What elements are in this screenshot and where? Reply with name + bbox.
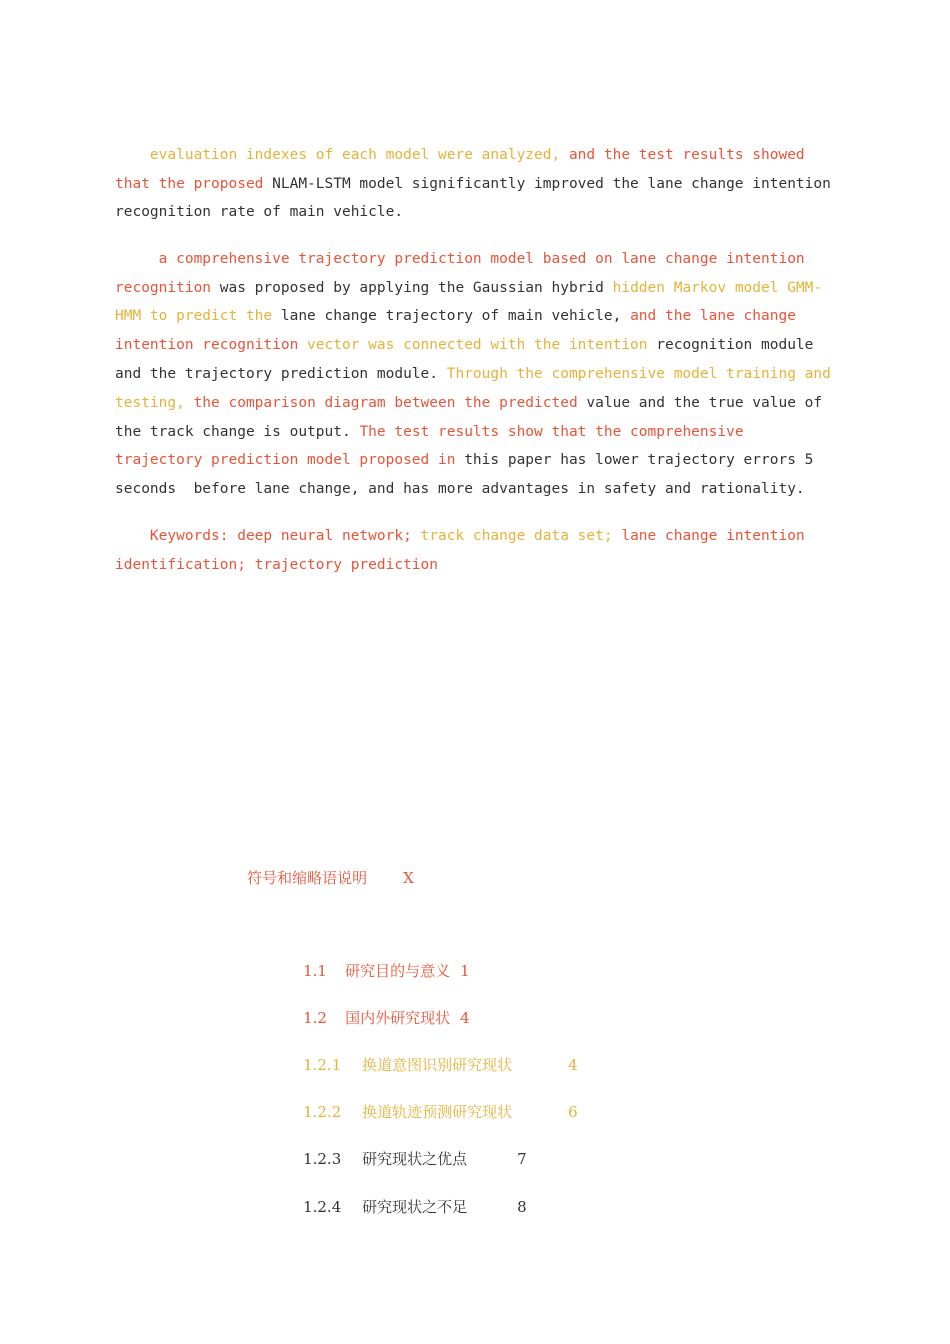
toc-entry-page: 1 [460,962,470,980]
text-segment: and the lane change intention recognition [115,308,805,354]
text-segment: recognition module and the trajectory prediction module. [115,337,823,382]
abstract-paragraph-trajectory-model [115,216,840,533]
text-segment: hidden Markov model GMM-HMM to predict the [115,279,823,325]
toc-entry-page: 7 [517,1150,527,1168]
toc-entry-title: 研究目的与意义 [345,962,451,980]
toc-entry-title: 研究现状之不足 [362,1198,468,1216]
toc-entry-number: 1.2 [303,1009,327,1027]
text-segment: The test results show that the comprehensive trajectory prediction model proposed in [115,423,753,469]
text-segment: NLAM-LSTM model significantly improved the lane change intention recognition rate of main vehicle. [115,175,840,221]
keywords-paragraph [115,493,835,608]
text-segment: a comprehensive trajectory prediction model based on lane change intention recognition [115,250,814,296]
toc-entry-number: 1.2.4 [303,1198,342,1216]
toc-entry-page: 6 [568,1103,578,1121]
toc-entry-number: 1.1 [303,962,327,980]
toc-entry-number: 1.2.3 [303,1150,342,1168]
toc-entry-symbols[interactable] [228,848,414,908]
text-segment: track change data set; [420,527,622,544]
toc-entry-page: 4 [460,1009,470,1027]
text-segment: evaluation indexes of each model were analyzed, [149,146,569,163]
toc-entry-page: 4 [568,1056,578,1074]
text-segment: and the test results showed that the proposed [115,146,814,192]
text-segment: Keywords: deep neural network; [149,527,421,544]
toc-entry-page: 8 [517,1198,527,1216]
text-segment: vector was connected with the intention [298,337,648,354]
text-segment: value and the true value of the track change is output. [115,394,831,440]
text-segment: lane change intention identification; trajectory prediction [115,527,814,573]
text-segment: Through the comprehensive model training and testing, [115,365,840,411]
toc-entry-number: 1.2.1 [303,1056,342,1074]
text-segment: lane change trajectory of main vehicle, [272,308,631,325]
toc-entry-title: 换道意图识别研究现状 [362,1056,513,1074]
text-segment: was proposed by applying the Gaussian hybrid [211,279,613,296]
toc-entry-title: 符号和缩略语说明 [247,869,368,887]
text-segment: the comparison diagram between the predicted [193,394,578,411]
toc-entry-title: 换道轨迹预测研究现状 [362,1103,513,1121]
toc-entry-title: 国内外研究现状 [345,1009,451,1027]
toc-entry-title: 研究现状之优点 [362,1150,468,1168]
toc-entry-1-2-4[interactable] [284,1177,527,1237]
text-segment: this paper has lower trajectory errors 5 seconds before lane change, and has more advantages in safety and rationality. [115,452,823,498]
toc-entry-page: X [403,869,414,887]
toc-entry-number: 1.2.2 [303,1103,342,1121]
